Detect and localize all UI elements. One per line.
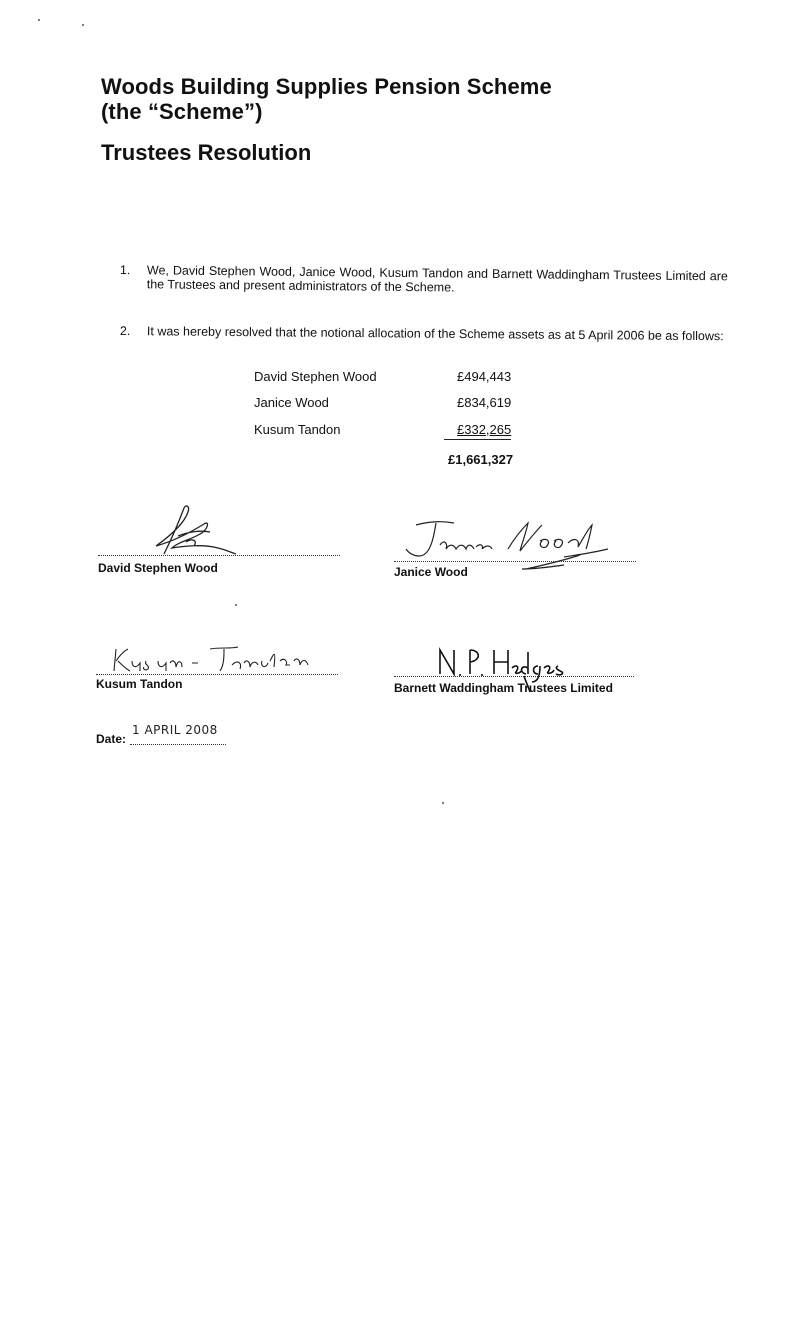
allocation-name: Kusum Tandon: [254, 422, 341, 437]
resolution-item: [120, 324, 728, 343]
item-text: We, David Stephen Wood, Janice Wood, Kusum Tandon and Barnett Waddingham Trustees Limited are the Trustees and present administrators of the Scheme.: [146, 263, 728, 295]
allocation-amount: £332,265: [457, 422, 512, 437]
title-line-1: Woods Building Supplies Pension Scheme: [101, 74, 552, 99]
document-title: [101, 74, 552, 124]
allocation-name: Janice Wood: [254, 395, 329, 410]
allocation-total: £1,661,327: [448, 452, 514, 467]
allocation-amount: £834,619: [457, 395, 512, 410]
resolution-item: [120, 263, 728, 297]
date-line: [130, 744, 226, 745]
allocation-amount: £494,443: [457, 369, 512, 384]
date-value: 1 APRIL 2008: [132, 723, 218, 737]
signature-image: [110, 643, 325, 678]
subtotal-rule: [444, 439, 511, 440]
title-line-2: (the “Scheme”): [101, 99, 263, 124]
item-number: 2.: [119, 324, 131, 339]
document-subtitle: Trustees Resolution: [101, 140, 312, 165]
signature-line: [394, 561, 636, 562]
signatory-name: Barnett Waddingham Trustees Limited: [394, 681, 613, 695]
date-label: Date:: [96, 732, 127, 746]
signatory-name: Janice Wood: [394, 565, 468, 579]
signature-line: [96, 674, 338, 675]
signature-line: [394, 676, 634, 677]
item-text: It was hereby resolved that the notional allocation of the Scheme assets as at 5 April 2006 be as follows:: [146, 324, 724, 344]
signatory-name: Kusum Tandon: [96, 677, 183, 691]
item-number: 1.: [119, 263, 131, 278]
signatory-name: David Stephen Wood: [98, 561, 218, 575]
signature-line: [98, 555, 340, 556]
signature-image: [126, 502, 246, 557]
allocation-name: David Stephen Wood: [254, 369, 377, 384]
